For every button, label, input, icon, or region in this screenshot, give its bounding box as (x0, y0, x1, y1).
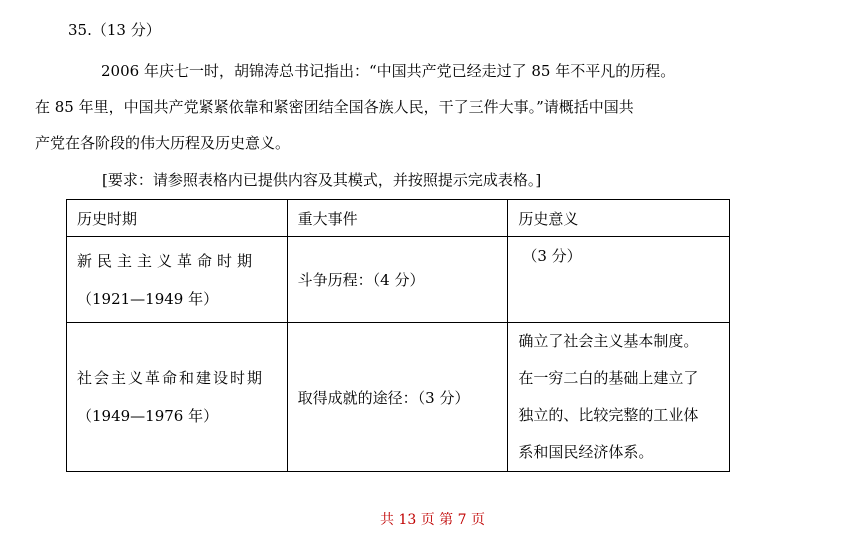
event-cell: 斗争历程：（4 分） (287, 237, 508, 323)
table-row (67, 323, 730, 472)
period-name: 社会主义革命和建设时期 (77, 369, 265, 387)
period-years: （1921—1949 年） (77, 289, 219, 308)
question-number: 35.（13 分） (68, 21, 161, 39)
question-paragraph (35, 53, 748, 161)
header-period: 历史时期 (67, 200, 288, 237)
period-cell (67, 323, 288, 472)
requirement-note: [要求：请参照表格内已提供内容及其模式，并按照提示完成表格。] (102, 171, 542, 189)
header-significance: 历史意义 (508, 200, 730, 237)
table-header-row (67, 200, 730, 237)
paragraph-line: 2006 年庆七一时，胡锦涛总书记指出：“中国共产党已经走过了 85 年不平凡的历程。 (101, 62, 676, 80)
significance-line: 确立了社会主义基本制度。 (518, 332, 699, 350)
significance-cell (508, 323, 730, 472)
paragraph-line: 在 85 年里，中国共产党紧紧依靠和紧密团结全国各族人民，干了三件大事。”请概括中国共 (35, 98, 634, 116)
period-years: （1949—1976 年） (77, 407, 219, 425)
table-row (67, 237, 730, 323)
significance-cell (508, 237, 730, 323)
period-cell (67, 237, 288, 323)
answer-table (66, 199, 730, 472)
significance-line: 独立的、比较完整的工业体 (518, 406, 699, 424)
header-event: 重大事件 (287, 200, 508, 237)
period-name: 新民主主义革命时期 (77, 251, 258, 270)
event-cell: 取得成就的途径：（3 分） (287, 323, 508, 472)
paragraph-line: 产党在各阶段的伟大历程及历史意义。 (35, 134, 291, 152)
significance-line: （3 分） (522, 247, 582, 265)
page-footer: 共 13 页 第 7 页 (380, 512, 485, 528)
significance-line: 在一穷二白的基础上建立了 (518, 369, 699, 387)
significance-line: 系和国民经济体系。 (518, 443, 654, 461)
